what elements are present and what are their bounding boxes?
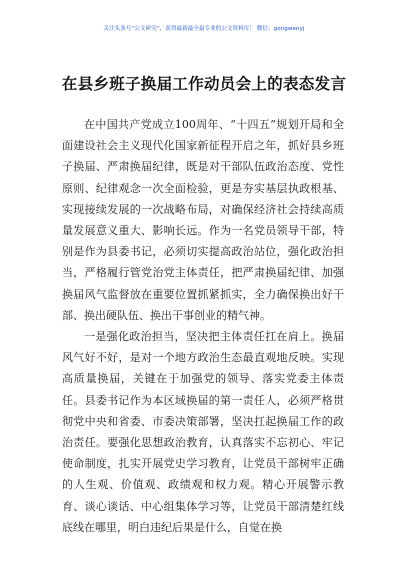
paragraph: 在中国共产党成立100周年、“十四五”规划开局和全面建设社会主义现代化国家新征程开启之年，抓好县乡班子换届、严肃换届纪律，既是对干部队伍政治态度、党性原则、纪律观念一次全面检验，更是夯实基层执政根基、实现接续发展的一次战略布局，对确保经济社会持续高质量发展意义重大、影响长远。作为一名党员领导干部，特别是作为县委书记，必须切实提高政治站位，强化政治担当，严格履行管党治党主体责任，把严肃换届纪律、加强换届风气监督放在重要位置抓紧抓实，全力确保换出好干部、换出硬队伍、换出干事创业的精气神。 (62, 118, 344, 322)
document-body (62, 114, 344, 538)
paragraph: 一是强化政治担当，坚决把主体责任扛在肩上。换届风气好不好，是对一个地方政治生态最直观地反映。实现高质量换届，关键在于加强党的领导、落实党委主体责任。县委书记作为本区域换届的第一责任人，必须严格贯彻党中央和省委、市委决策部署，坚决扛起换届工作的政治责任。要强化思想政治教育，认真落实不忘初心、牢记使命制度，扎实开展党史学习教育，让党员干部树牢正确的人生观、价值观、政绩观和权力观。精心开展警示教育、谈心谈话、中心组集体学习等，让党员干部清楚红线底线在哪里，明白违纪后果是什么，自觉在换 (62, 330, 344, 534)
header-note: 关注头条号“公文研究”，获得最新最全最专业的公文资料库！ 微信：gongwenyj (103, 26, 305, 32)
document-title: 在县乡班子换届工作动员会上的表态发言 (61, 75, 347, 93)
